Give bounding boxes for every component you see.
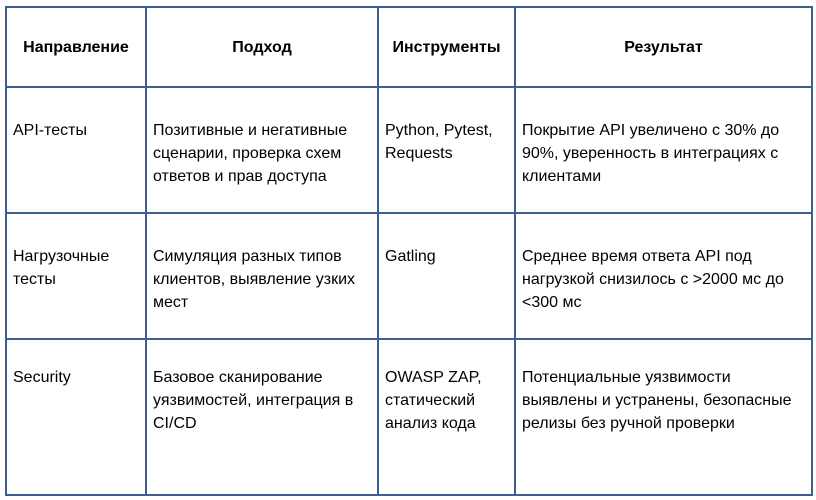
- cell-tools: Gatling: [378, 213, 515, 339]
- table-row: [6, 339, 812, 495]
- results-table-container: [5, 6, 811, 494]
- cell-tools: OWASP ZAP, статический анализ кода: [378, 339, 515, 495]
- cell-result: Покрытие API увеличено с 30% до 90%, уверенность в интеграциях с клиентами: [515, 87, 812, 213]
- cell-result: Среднее время ответа API под нагрузкой снизилось с >2000 мс до <300 мс: [515, 213, 812, 339]
- cell-direction: API-тесты: [6, 87, 146, 213]
- header-direction: Направление: [6, 7, 146, 87]
- cell-approach: Позитивные и негативные сценарии, проверка схем ответов и прав доступа: [146, 87, 378, 213]
- table-row: [6, 87, 812, 213]
- cell-result: Потенциальные уязвимости выявлены и устранены, безопасные релизы без ручной проверки: [515, 339, 812, 495]
- header-result: Результат: [515, 7, 812, 87]
- cell-tools: Python, Pytest, Requests: [378, 87, 515, 213]
- cell-direction: Нагрузочные тесты: [6, 213, 146, 339]
- table-header-row: [6, 7, 812, 87]
- results-table: [5, 6, 813, 496]
- cell-approach: Симуляция разных типов клиентов, выявление узких мест: [146, 213, 378, 339]
- cell-direction: Security: [6, 339, 146, 495]
- cell-approach: Базовое сканирование уязвимостей, интеграция в CI/CD: [146, 339, 378, 495]
- table-row: [6, 213, 812, 339]
- header-approach: Подход: [146, 7, 378, 87]
- header-tools: Инструменты: [378, 7, 515, 87]
